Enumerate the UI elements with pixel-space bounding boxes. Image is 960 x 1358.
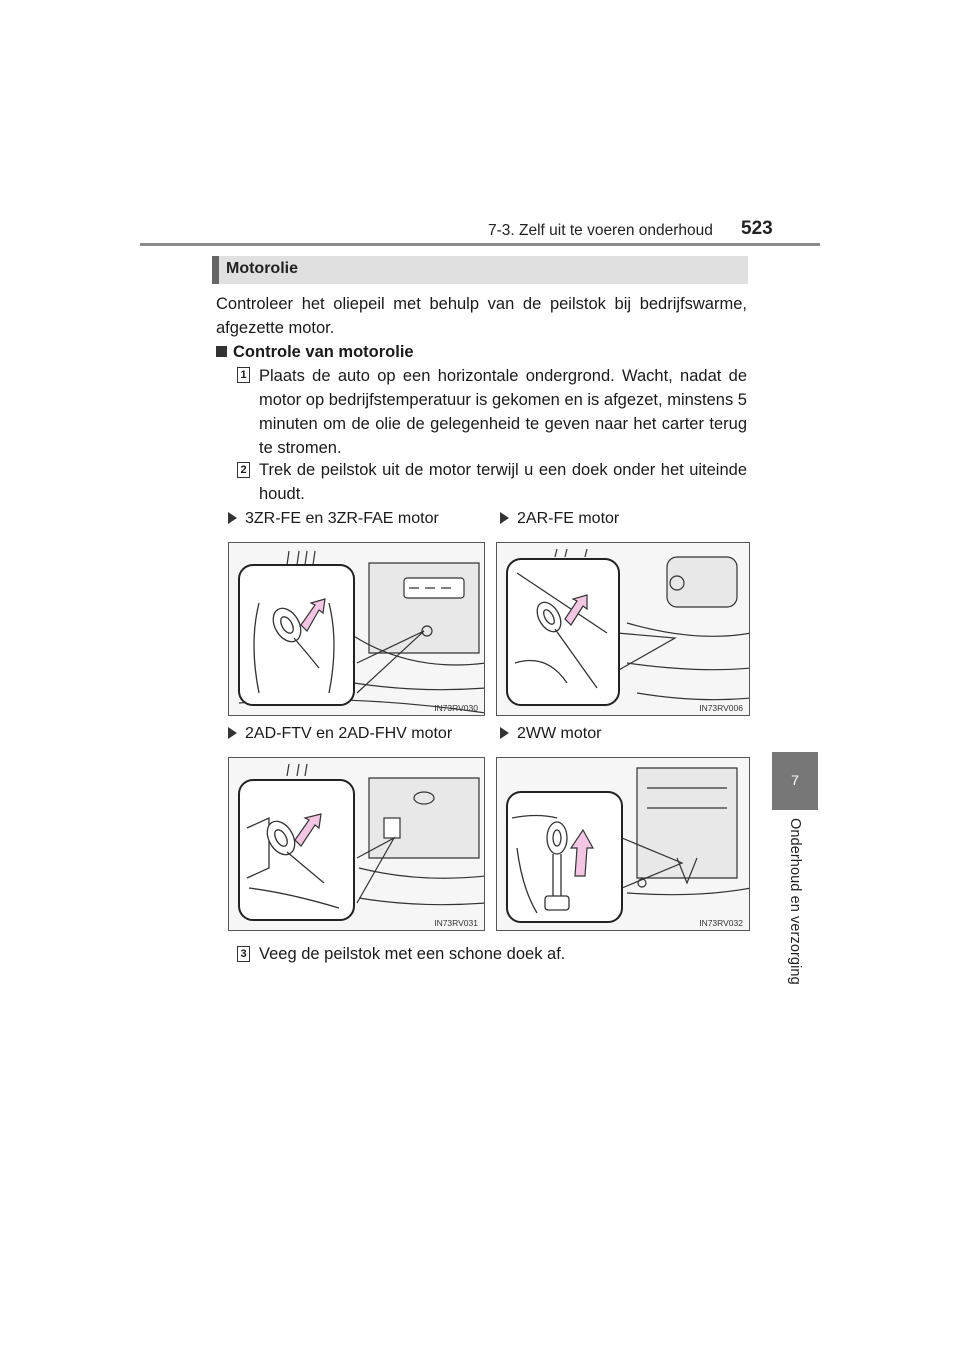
engine-illustration-3zr bbox=[228, 542, 485, 716]
step-number-1: 1 bbox=[237, 367, 250, 383]
figure-caption-4: 2WW motor bbox=[500, 725, 601, 743]
intro-paragraph: Controleer het oliepeil met behulp van de peilstok bij bedrijfswarme, afgezette motor. bbox=[216, 295, 747, 337]
chapter-number: 7 bbox=[791, 772, 799, 788]
step-number-3: 3 bbox=[237, 946, 250, 962]
figure-code: IN73RV006 bbox=[699, 703, 743, 713]
section-bar-accent bbox=[212, 256, 219, 284]
triangle-bullet-icon bbox=[228, 512, 237, 524]
step-number-2: 2 bbox=[237, 462, 250, 478]
figure-code: IN73RV030 bbox=[434, 703, 478, 713]
figure-code: IN73RV032 bbox=[699, 918, 743, 928]
figure-code: IN73RV031 bbox=[434, 918, 478, 928]
engine-illustration-2ww bbox=[496, 757, 750, 931]
step-text-3: Veeg de peilstok met een schone doek af. bbox=[259, 945, 566, 963]
engine-illustration-2ar bbox=[496, 542, 750, 716]
triangle-bullet-icon bbox=[500, 512, 509, 524]
chapter-label: Onderhoud en verzorging bbox=[787, 818, 803, 985]
figure-caption-3: 2AD-FTV en 2AD-FHV motor bbox=[228, 725, 452, 743]
header-rule bbox=[140, 243, 820, 246]
page-number: 523 bbox=[741, 218, 773, 239]
figure-caption-2: 2AR-FE motor bbox=[500, 510, 619, 528]
section-title: Motorolie bbox=[226, 260, 298, 277]
subheading bbox=[216, 340, 414, 364]
square-bullet-icon bbox=[216, 346, 227, 357]
step-text-1: Plaats de auto op een horizontale ondergrond. Wacht, nadat de motor op bedrijfstemperatuur is gekomen en is afgezet, minstens 5 minuten om de olie de gelegenheid te geven naar het carter terug te stromen. bbox=[259, 367, 747, 457]
section-title-bar bbox=[212, 256, 748, 284]
header-section-title: 7-3. Zelf uit te voeren onderhoud bbox=[488, 222, 713, 239]
figure-caption-1: 3ZR-FE en 3ZR-FAE motor bbox=[228, 510, 439, 528]
engine-illustration-2ad bbox=[228, 757, 485, 931]
step-text-2: Trek de peilstok uit de motor terwijl u een doek onder het uiteinde houdt. bbox=[259, 461, 747, 503]
triangle-bullet-icon bbox=[228, 727, 237, 739]
chapter-tab bbox=[772, 752, 818, 810]
triangle-bullet-icon bbox=[500, 727, 509, 739]
subheading-text: Controle van motorolie bbox=[233, 343, 414, 361]
